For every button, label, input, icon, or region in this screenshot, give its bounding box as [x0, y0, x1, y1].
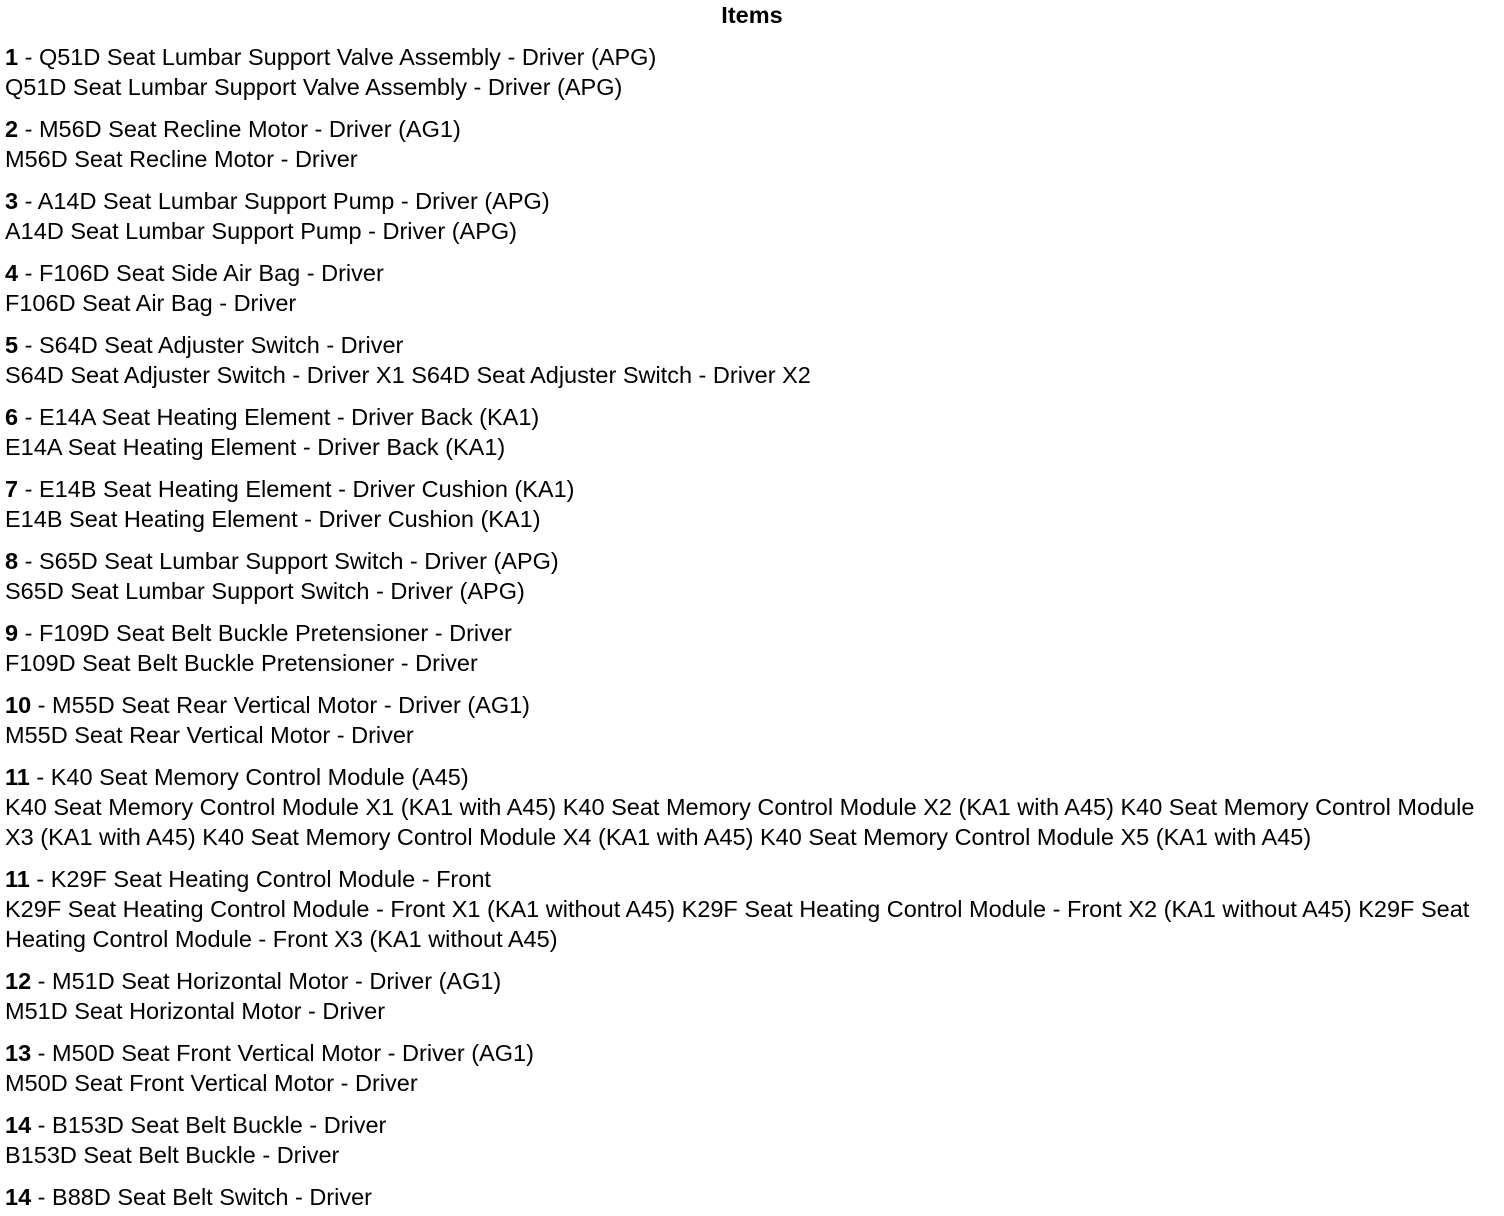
item-title: - K29F Seat Heating Control Module - Front [29, 866, 491, 892]
item-title: - Q51D Seat Lumbar Support Valve Assembly - Driver (APG) [18, 44, 657, 70]
list-item [5, 1038, 1504, 1098]
list-item [5, 330, 1504, 390]
item-title: - S65D Seat Lumbar Support Switch - Driver (APG) [18, 548, 559, 574]
item-heading [5, 762, 1504, 792]
item-number: 6 [5, 404, 19, 430]
item-number: 13 [5, 1040, 32, 1066]
item-heading [5, 186, 1504, 216]
item-heading [5, 546, 1504, 576]
item-heading [5, 1110, 1504, 1140]
items-title: Items [721, 2, 783, 28]
items-list [0, 42, 1504, 1212]
item-title: - A14D Seat Lumbar Support Pump - Driver (APG) [18, 188, 550, 214]
item-heading [5, 618, 1504, 648]
item-number: 10 [5, 692, 32, 718]
list-item [5, 618, 1504, 678]
item-heading [5, 474, 1504, 504]
list-item [5, 1182, 1504, 1212]
list-item [5, 864, 1504, 954]
list-item [5, 42, 1504, 102]
item-description: A14D Seat Lumbar Support Pump - Driver (APG) [5, 218, 517, 244]
item-title: - B153D Seat Belt Buckle - Driver [31, 1112, 387, 1138]
item-description: F109D Seat Belt Buckle Pretensioner - Driver [5, 650, 478, 676]
item-heading [5, 690, 1504, 720]
item-number: 2 [5, 116, 19, 142]
item-number: 14 [5, 1112, 32, 1138]
item-number: 14 [5, 1184, 32, 1210]
item-number: 11 [5, 866, 30, 892]
item-title: - M51D Seat Horizontal Motor - Driver (AG1) [31, 968, 502, 994]
item-description: M51D Seat Horizontal Motor - Driver [5, 998, 386, 1024]
item-number: 4 [5, 260, 19, 286]
item-title: - S64D Seat Adjuster Switch - Driver [18, 332, 404, 358]
item-description: B153D Seat Belt Buckle - Driver [5, 1142, 340, 1168]
list-item [5, 402, 1504, 462]
item-description: S65D Seat Lumbar Support Switch - Driver (APG) [5, 578, 525, 604]
list-item [5, 186, 1504, 246]
item-number: 8 [5, 548, 19, 574]
item-title: - M50D Seat Front Vertical Motor - Driver (AG1) [31, 1040, 534, 1066]
item-title: - B88D Seat Belt Switch - Driver [31, 1184, 372, 1210]
item-heading [5, 1038, 1504, 1068]
item-heading [5, 114, 1504, 144]
item-heading [5, 1182, 1504, 1212]
item-heading [5, 330, 1504, 360]
item-description: K40 Seat Memory Control Module X1 (KA1 with A45) K40 Seat Memory Control Module X2 (KA1 with A45) K40 Seat Memory Control Module X3 (KA1 with A45) K40 Seat Memory Control Module X4 (KA1 with A45) K40 Seat Memory Control Module X5 (KA1 with A45) [5, 794, 1475, 850]
item-description: K29F Seat Heating Control Module - Front X1 (KA1 without A45) K29F Seat Heating Control Module - Front X2 (KA1 without A45) K29F Seat Heating Control Module - Front X3 (KA1 without A45) [5, 896, 1470, 952]
list-item [5, 1110, 1504, 1170]
item-heading [5, 258, 1504, 288]
list-item [5, 114, 1504, 174]
item-description: M55D Seat Rear Vertical Motor - Driver [5, 722, 414, 748]
item-heading [5, 402, 1504, 432]
item-title: - F109D Seat Belt Buckle Pretensioner - Driver [18, 620, 512, 646]
item-description: M56D Seat Recline Motor - Driver [5, 146, 358, 172]
item-heading [5, 966, 1504, 996]
item-heading [5, 42, 1504, 72]
item-title: - M55D Seat Rear Vertical Motor - Driver (AG1) [31, 692, 530, 718]
item-description: F106D Seat Air Bag - Driver [5, 290, 297, 316]
item-title: - E14A Seat Heating Element - Driver Back (KA1) [18, 404, 540, 430]
item-number: 12 [5, 968, 32, 994]
item-description: E14A Seat Heating Element - Driver Back (KA1) [5, 434, 506, 460]
item-number: 3 [5, 188, 19, 214]
item-number: 7 [5, 476, 19, 502]
item-description: E14B Seat Heating Element - Driver Cushion (KA1) [5, 506, 541, 532]
list-item [5, 546, 1504, 606]
list-item [5, 762, 1504, 852]
list-item [5, 474, 1504, 534]
item-title: - M56D Seat Recline Motor - Driver (AG1) [18, 116, 461, 142]
item-title: - K40 Seat Memory Control Module (A45) [29, 764, 469, 790]
list-item [5, 966, 1504, 1026]
item-heading [5, 864, 1504, 894]
item-number: 11 [5, 764, 30, 790]
item-number: 5 [5, 332, 19, 358]
list-item [5, 690, 1504, 750]
item-number: 9 [5, 620, 19, 646]
item-description: S64D Seat Adjuster Switch - Driver X1 S64D Seat Adjuster Switch - Driver X2 [5, 362, 811, 388]
item-title: - E14B Seat Heating Element - Driver Cushion (KA1) [18, 476, 575, 502]
item-description: M50D Seat Front Vertical Motor - Driver [5, 1070, 418, 1096]
list-item [5, 258, 1504, 318]
item-title: - F106D Seat Side Air Bag - Driver [18, 260, 384, 286]
item-number: 1 [5, 44, 19, 70]
item-description: Q51D Seat Lumbar Support Valve Assembly - Driver (APG) [5, 74, 623, 100]
